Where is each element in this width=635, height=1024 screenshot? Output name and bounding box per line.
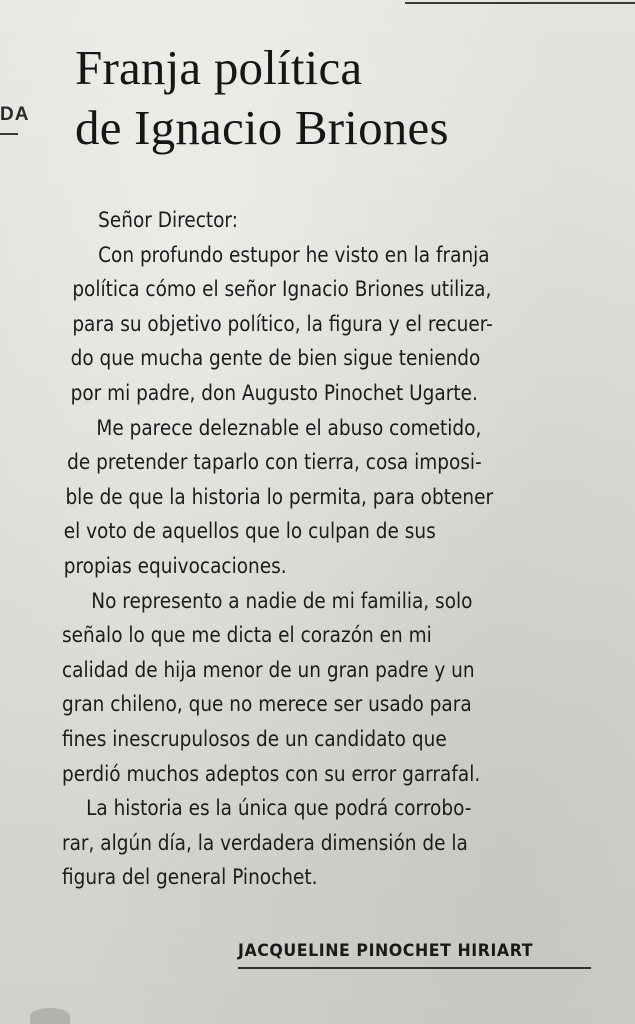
letter-line: do que mucha gente de bien sigue teniendo — [70, 346, 481, 372]
letter-line: rar, algún día, la verdadera dimensión de la — [62, 830, 468, 856]
letter-line: ble de que la historia lo permita, para obtener — [65, 484, 494, 510]
letter-line: Me parece deleznable el abuso cometido, — [96, 415, 482, 441]
letter-line: figura del general Pinochet. — [62, 865, 318, 891]
letter-line: de pretender taparlo con tierra, cosa imposi- — [67, 450, 482, 476]
letter-signature: JACQUELINE PINOCHET HIRIART — [238, 941, 534, 961]
letter-line: el voto de aquellos que lo culpan de sus — [63, 519, 436, 545]
headline-line-1: Franja política — [75, 40, 363, 95]
letter-line: No represento a nadie de mi familia, solo — [91, 588, 473, 614]
letter-line: perdió muchos adeptos con su error garrafal. — [62, 761, 481, 787]
letter-headline — [75, 38, 615, 158]
adjacent-column-rule — [0, 133, 18, 135]
top-divider-rule — [405, 2, 635, 4]
letter-body — [62, 204, 526, 896]
letter-line: señalo lo que me dicta el corazón en mi — [62, 623, 432, 649]
headline-line-2: de Ignacio Briones — [75, 100, 449, 155]
letter-line: calidad de hija menor de un gran padre y un — [62, 657, 475, 683]
adjacent-column-fragment: DA — [0, 104, 30, 125]
letter-line: La historia es la única que podrá corrobo- — [86, 796, 472, 822]
letter-line: Con profundo estupor he visto en la franja — [98, 242, 490, 268]
letter-line: por mi padre, don Augusto Pinochet Ugarte. — [70, 380, 478, 406]
signature-underline — [238, 967, 591, 969]
page-edge-shadow — [30, 1008, 70, 1024]
letter-line: para su objetivo político, la figura y el recuer- — [72, 311, 493, 337]
letter-line: Señor Director: — [98, 208, 238, 233]
letter-line: fines inescrupulosos de un candidato que — [62, 726, 447, 752]
letter-line: gran chileno, que no merece ser usado para — [62, 692, 472, 718]
letter-line: propias equivocaciones. — [63, 553, 287, 579]
letter-line: política cómo el señor Ignacio Briones utiliza, — [72, 277, 492, 303]
